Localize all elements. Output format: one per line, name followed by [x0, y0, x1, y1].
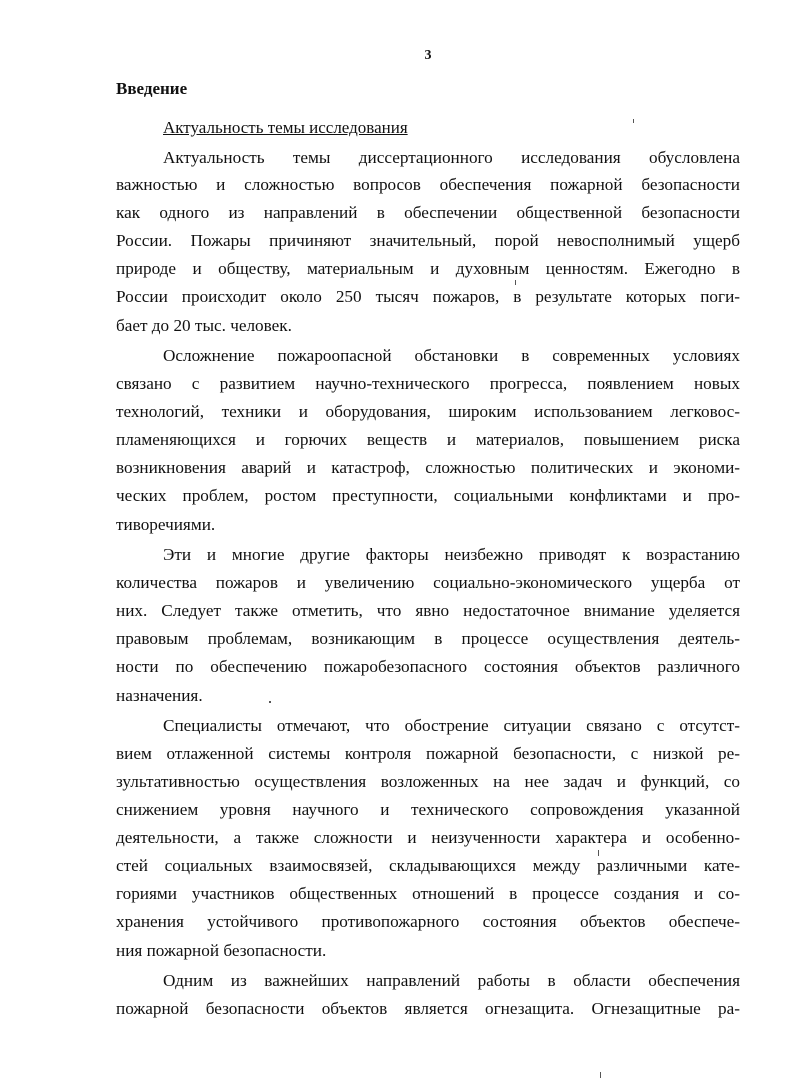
- text-line: количества пожаров и увеличению социально-экономического ущерба от: [116, 573, 740, 592]
- text-line: деятельности, а также сложности и неизученности характера и особенно-: [116, 828, 740, 847]
- text-line: Одним из важнейших направлений работы в области обеспечения: [163, 971, 740, 990]
- text-line: назначения.: [116, 686, 203, 705]
- scan-speck: [598, 850, 599, 856]
- scan-speck: [515, 280, 516, 285]
- text-line: природе и обществу, материальным и духовным ценностям. Ежегодно в: [116, 259, 740, 278]
- text-line: бает до 20 тыс. человек.: [116, 316, 292, 335]
- scan-speck: [269, 701, 271, 703]
- text-line: стей социальных взаимосвязей, складывающихся между различными кате-: [116, 856, 740, 875]
- text-line: них. Следует также отметить, что явно недостаточное внимание уделяется: [116, 601, 740, 620]
- text-line: связано с развитием научно-технического прогресса, появлением новых: [116, 374, 740, 393]
- text-line: зультативностью осуществления возложенных на нее задач и функций, со: [116, 772, 740, 791]
- text-line: Осложнение пожароопасной обстановки в современных условиях: [163, 346, 740, 365]
- page-number: 3: [424, 48, 432, 63]
- text-line: возникновения аварий и катастроф, сложностью политических и экономи-: [116, 458, 740, 477]
- scan-speck: [600, 1072, 601, 1078]
- text-line: Актуальность темы диссертационного исследования обусловлена: [163, 148, 740, 167]
- text-line: Специалисты отмечают, что обострение ситуации связано с отсутст-: [163, 716, 740, 735]
- text-line: правовым проблемам, возникающим в процессе осуществления деятель-: [116, 629, 740, 648]
- scan-speck: [633, 119, 634, 123]
- text-line: ности по обеспечению пожаробезопасного состояния объектов различного: [116, 657, 740, 676]
- text-line: России происходит около 250 тысяч пожаров, в результате которых поги-: [116, 287, 740, 306]
- text-line: снижением уровня научного и технического сопровождения указанной: [116, 800, 740, 819]
- text-line: гориями участников общественных отношений в процессе создания и со-: [116, 884, 740, 903]
- text-line: технологий, техники и оборудования, широким использованием легковос-: [116, 402, 740, 421]
- text-line: тиворечиями.: [116, 515, 216, 534]
- section-heading: Введение: [116, 79, 188, 98]
- text-line: хранения устойчивого противопожарного состояния объектов обеспече-: [116, 912, 740, 931]
- text-line: вием отлаженной системы контроля пожарной безопасности, с низкой ре-: [116, 744, 740, 763]
- text-line: важностью и сложностью вопросов обеспечения пожарной безопасности: [116, 175, 740, 194]
- text-line: пламеняющихся и горючих веществ и материалов, повышением риска: [116, 430, 740, 449]
- subsection-heading: Актуальность темы исследования: [163, 118, 408, 137]
- text-line: пожарной безопасности объектов является огнезащита. Огнезащитные ра-: [116, 999, 740, 1018]
- text-line: Эти и многие другие факторы неизбежно приводят к возрастанию: [163, 545, 740, 564]
- text-line: ческих проблем, ростом преступности, социальными конфликтами и про-: [116, 486, 740, 505]
- text-line: России. Пожары причиняют значительный, порой невосполнимый ущерб: [116, 231, 740, 250]
- text-line: ния пожарной безопасности.: [116, 941, 327, 960]
- text-line: как одного из направлений в обеспечении общественной безопасности: [116, 203, 740, 222]
